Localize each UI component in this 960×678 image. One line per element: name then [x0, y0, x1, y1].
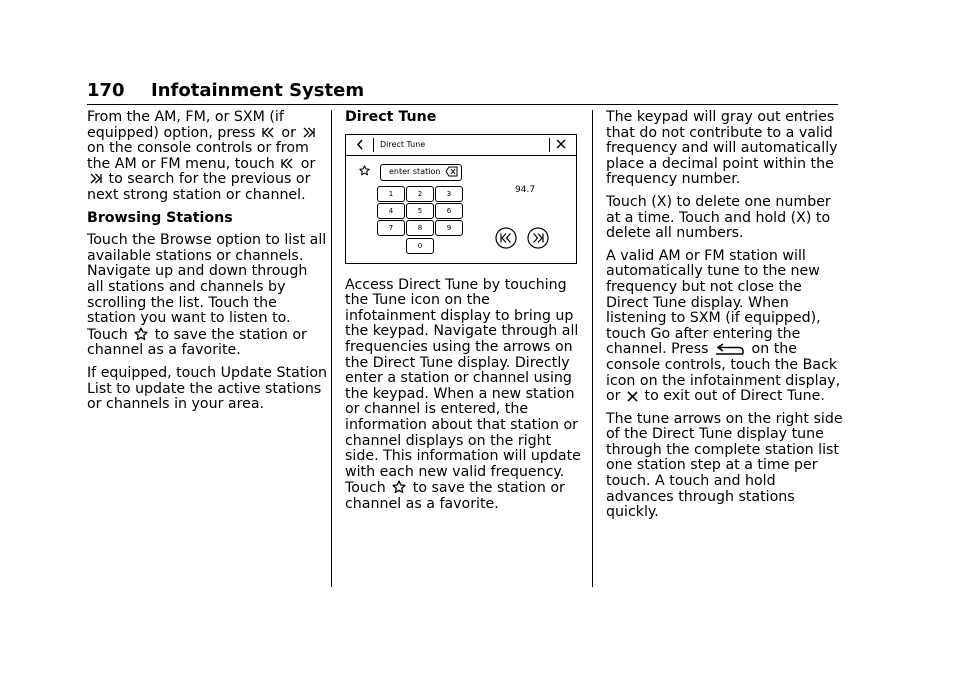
star-icon [134, 327, 148, 341]
paragraph-keypad-gray: The keypad will gray out entries that do not contribute to a valid frequency and will automatically place a decimal point within the frequency number. [606, 109, 838, 188]
paragraph-valid-station [606, 249, 846, 405]
text: Access Direct Tune by touching the Tune icon on the infotainment display to bring up the keypad. Navigate through all frequencies using the arrows on the Direct Tune display. Directly enter a station or channel using the keypad. When a new station or channel is entered, the information about that station or channel displays on the right side. This information will update with each new valid frequency. Touch [345, 276, 581, 497]
paragraph-update-list: If equipped, touch Update Station List to update the active stations or channels in your area. [87, 364, 327, 413]
text: From the AM, FM, or SXM (if equipped) option, press [87, 109, 284, 141]
keypad-key: 1 [377, 186, 405, 202]
keypad-key: 8 [406, 220, 434, 236]
seek-back-icon [262, 126, 275, 139]
page-header [87, 80, 838, 105]
paragraph-direct-tune [345, 278, 585, 513]
keypad-key: 5 [406, 203, 434, 219]
screen-title-bar [346, 135, 576, 156]
column-2 [345, 110, 585, 520]
text: Touch the Browse option to list all available stations or channels. Navigate up and down through all stations and channels by scrolling the list. Touch the station you want to listen to. Touch [87, 232, 327, 343]
seek-forward-icon [302, 126, 315, 139]
paragraph-seek [87, 110, 327, 204]
keypad-key: 9 [435, 220, 463, 236]
star-icon [392, 480, 406, 494]
paragraph-browse [87, 233, 327, 359]
keypad-key: 2 [406, 186, 434, 202]
column-divider [331, 110, 332, 587]
close-icon [556, 139, 566, 152]
paragraph-delete: Touch (X) to delete one number at a time. Touch and hold (X) to delete all numbers. [606, 193, 831, 242]
text: or [281, 124, 296, 141]
entry-placeholder: enter station [389, 166, 441, 176]
keypad-key: 7 [377, 220, 405, 236]
column-1 [87, 110, 327, 420]
divider [373, 138, 374, 152]
keypad-key: 6 [435, 203, 463, 219]
page-number: 170 [87, 80, 125, 101]
star-icon [359, 165, 370, 179]
keypad-key: 3 [435, 186, 463, 202]
subheading-direct-tune: Direct Tune [345, 109, 437, 125]
tune-back-icon [495, 227, 517, 252]
back-arrow-icon [356, 139, 364, 153]
keypad-key: 0 [406, 238, 434, 254]
screen-title: Direct Tune [380, 139, 426, 149]
text: A valid AM or FM station will automatically tune to the new frequency but not close the Direct Tune display. When listening to SXM (if equipped), touch Go after entering the channel. Press [606, 247, 821, 358]
column-3 [606, 110, 846, 528]
text: to search for the previous or next strong station or channel. [87, 171, 311, 203]
close-icon [627, 391, 638, 402]
tune-forward-icon [527, 227, 549, 252]
frequency-readout: 94.7 [515, 184, 536, 195]
seek-back-icon [281, 157, 294, 170]
seek-forward-icon [89, 172, 102, 185]
text: on the console controls or from the AM or FM menu, touch [87, 140, 309, 172]
back-button-icon [715, 343, 745, 355]
text: on the console controls, touch the Back icon on the infotainment display, or [606, 341, 841, 405]
keypad-key: 4 [377, 203, 405, 219]
section-title: Infotainment System [151, 80, 365, 101]
column-divider [592, 110, 593, 587]
paragraph-tune-arrows: The tune arrows on the right side of the Direct Tune display tune through the complete station list one station step at a time per touch. A touch and hold advances through stations quickly. [606, 410, 843, 521]
station-entry-field [380, 164, 462, 181]
subheading-browsing-stations: Browsing Stations [87, 209, 233, 226]
text: or [300, 155, 316, 172]
text: to save the station or channel as a favorite. [345, 480, 565, 512]
direct-tune-screenshot [345, 134, 577, 264]
text: to exit out of Direct Tune. [644, 388, 825, 405]
clear-entry-icon [445, 166, 458, 180]
divider [549, 138, 550, 152]
text: to save the station or channel as a favorite. [87, 326, 307, 359]
